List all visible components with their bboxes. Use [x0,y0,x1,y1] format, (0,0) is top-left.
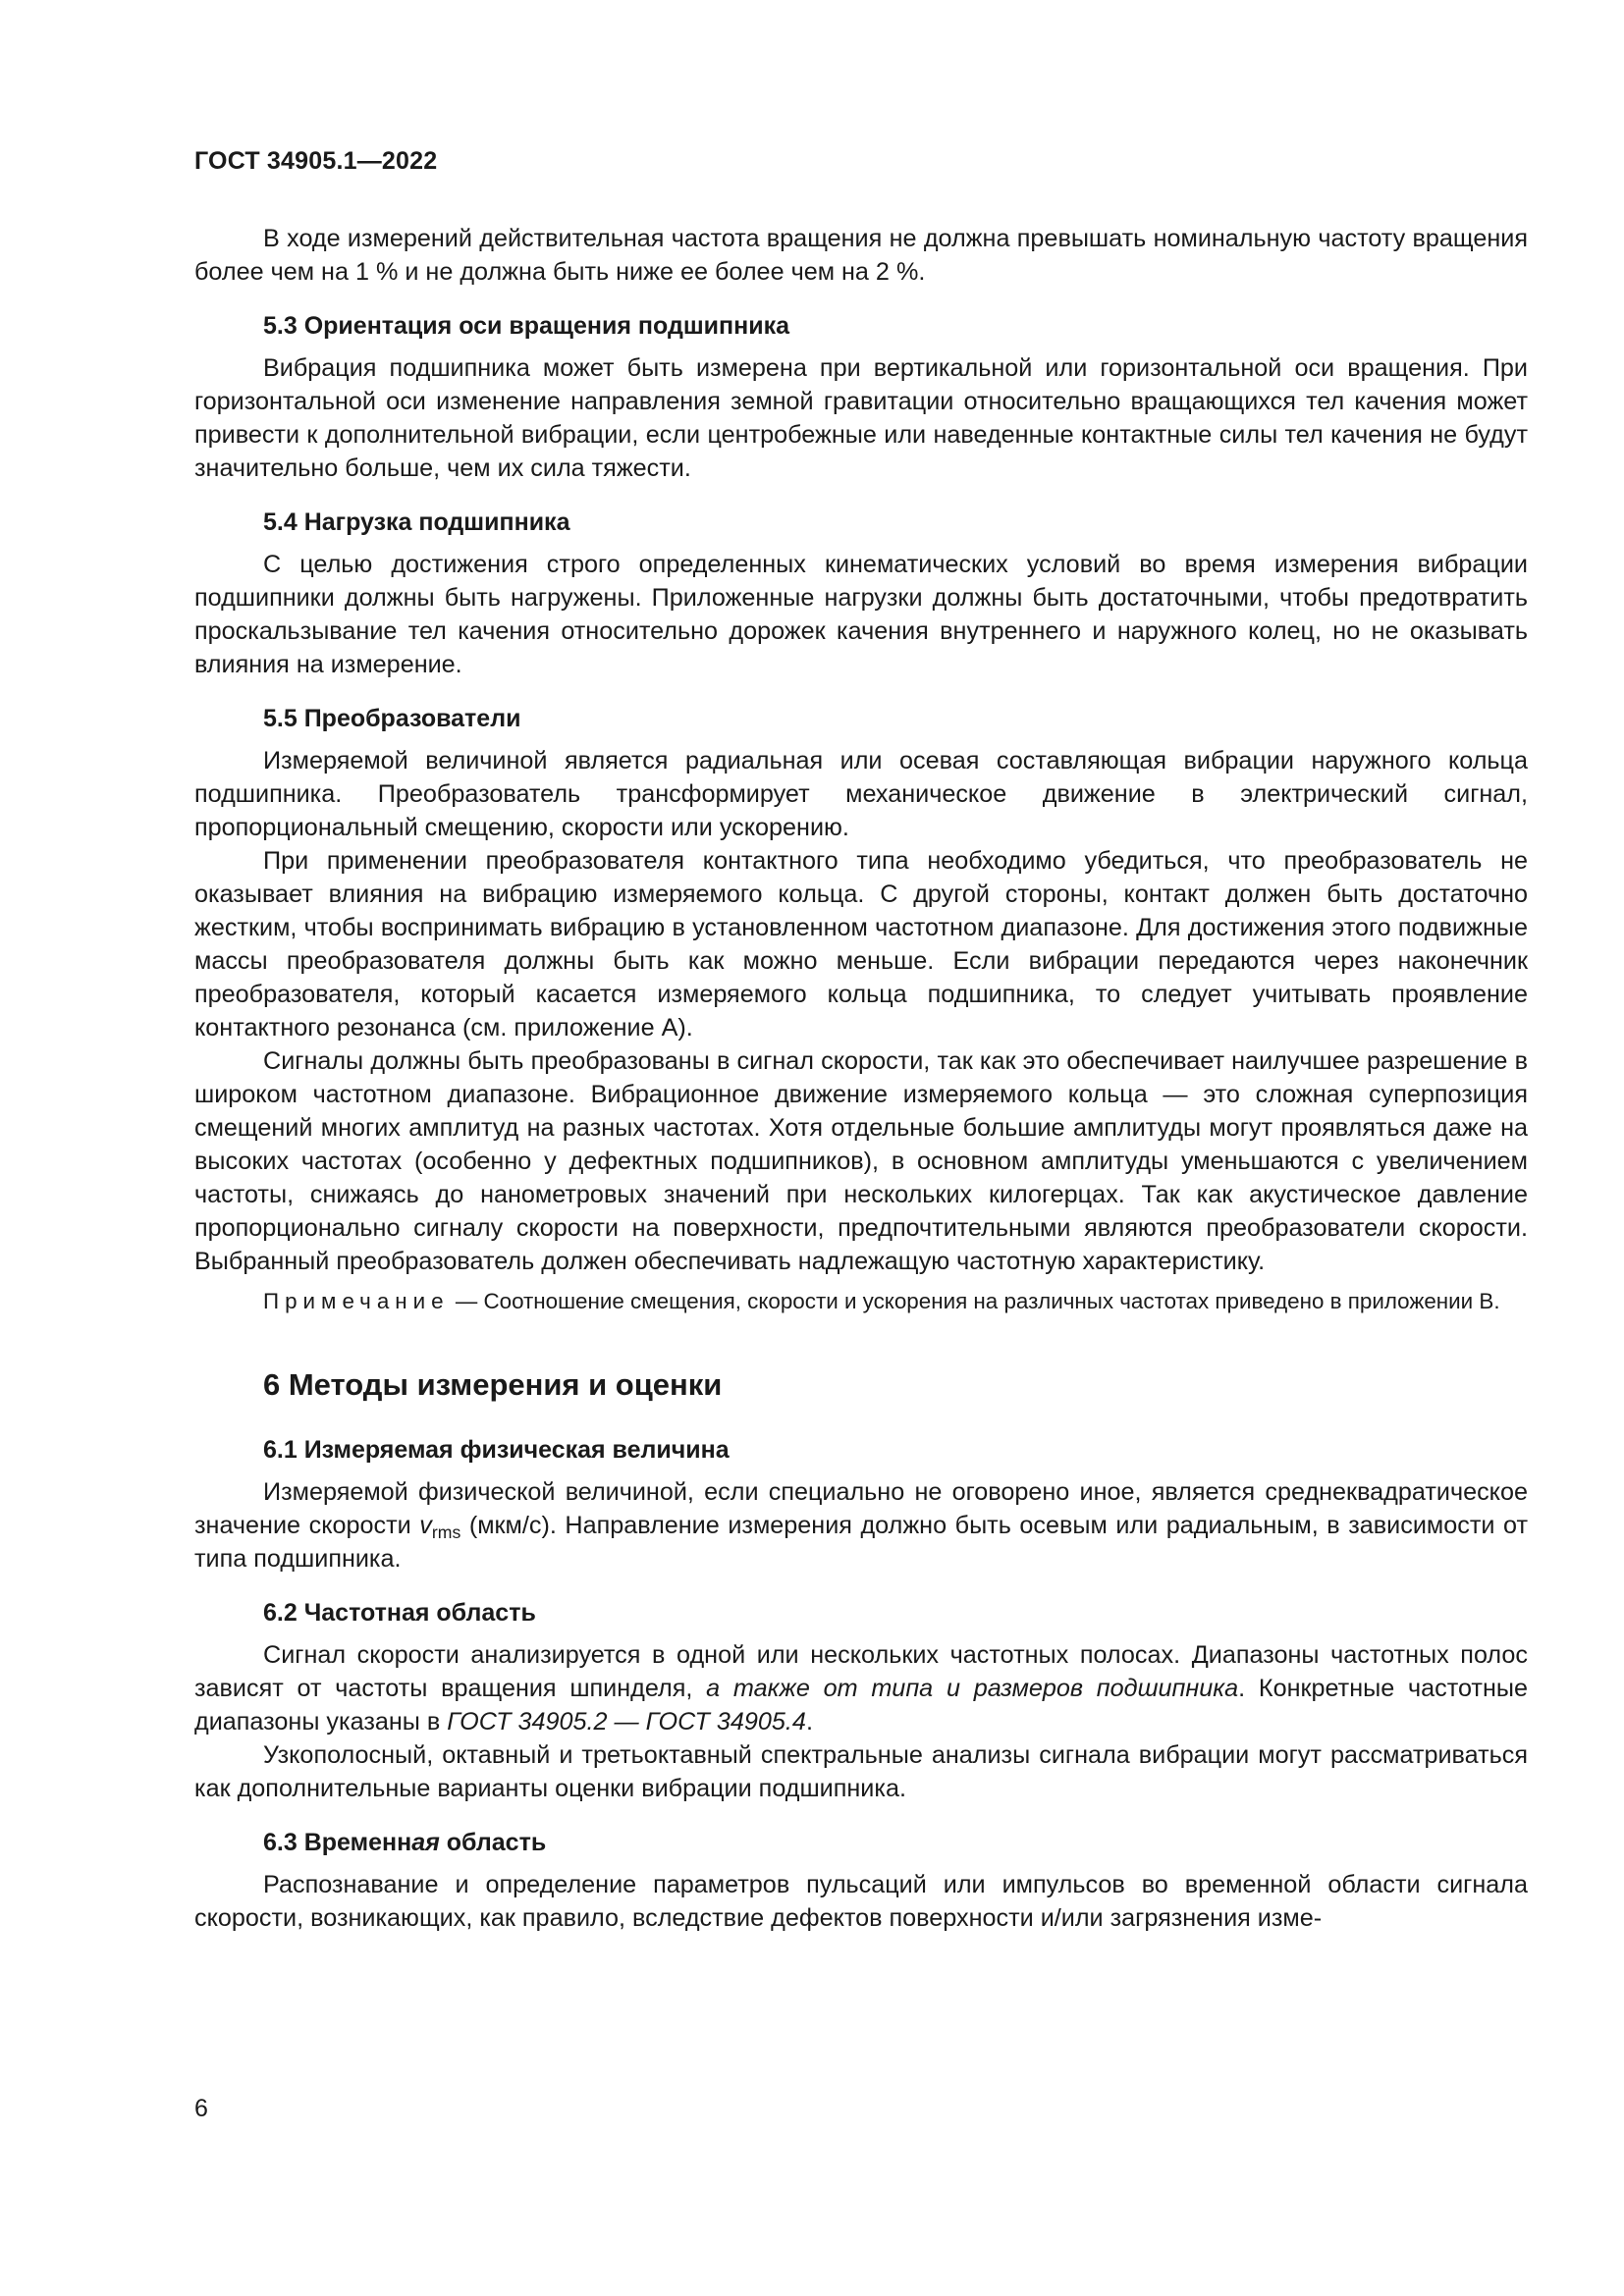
page-number: 6 [194,2095,208,2122]
section-6-1-paragraph: Измеряемой физической величиной, если специально не оговорено иное, является среднеквадратическое значение скорости $v_{rms}$ (мкм/с). Направление измерения должно быть осевым или радиальным, в зависимости от типа подшипника. [194,1478,1528,1573]
section-6-2-paragraph-1: Сигнал скорости анализируется в одной или нескольких частотных полосах. Диапазоны частотных полос зависят от частоты вращения шпинделя, а также от типа и размеров подшипника. Конкретные частотные диапазоны указаны в ГОСТ 34905.2 — ГОСТ 34905.4. [194,1641,1528,1735]
section-6-3-paragraph: Распознавание и определение параметров пульсаций или импульсов во временной области сигнала скорости, возникающих, как правило, вследствие дефектов поверхности и/или загрязнения изме- [194,1871,1528,1932]
section-5-5-paragraph-1: Измеряемой величиной является радиальная или осевая составляющая вибрации наружного кольца подшипника. Преобразователь трансформирует механическое движение в электрический сигнал, пропорциональный смещению, скорости или ускорению. [194,747,1528,841]
document-header: ГОСТ 34905.1—2022 [194,147,438,175]
note [194,1286,1528,1316]
section-6-2-title: 6.2 Частотная область [263,1599,536,1627]
section-6-1-title: 6.1 Измеряемая физическая величина [263,1436,730,1464]
section-6-2-paragraph-2: Узкополосный, октавный и третьоктавный спектральные анализы сигнала вибрации могут рассматриваться как дополнительные варианты оценки вибрации подшипника. [194,1741,1528,1802]
note-text: — Соотношение смещения, скорости и ускорения на различных частотах приведено в приложении В. [449,1289,1500,1313]
section-5-3-paragraph: Вибрация подшипника может быть измерена при вертикальной или горизонтальной оси вращения. При горизонтальной оси изменение направления земной гравитации относительно вращающихся тел качения может привести к дополнительной вибрации, если центробежные или наведенные контактные силы тел качения не будут значительно больше, чем их сила тяжести. [194,354,1528,482]
section-5-5-paragraph-3: Сигналы должны быть преобразованы в сигнал скорости, так как это обеспечивает наилучшее разрешение в широком частотном диапазоне. Вибрационное движение измеряемого кольца — это сложная суперпозиция смещений многих амплитуд на разных частотах. Хотя отдельные большие амплитуды могут проявляться даже на высоких частотах (особенно у дефектных подшипников), в основном амплитуды уменьшаются с увеличением частоты, снижаясь до нанометровых значений при нескольких килогерцах. Так как акустическое давление пропорционально сигналу скорости на поверхности, предпочтительными являются преобразователи скорости. Выбранный преобразователь должен обеспечивать надлежащую частотную характеристику. [194,1047,1528,1275]
section-5-5-title: 5.5 Преобразователи [263,705,521,732]
document-body [194,222,1528,1935]
section-6-title: 6 Методы измерения и оценки [263,1367,723,1402]
section-5-5-paragraph-2: При применении преобразователя контактного типа необходимо убедиться, что преобразователь не оказывает влияния на вибрацию измеряемого кольца. С другой стороны, контакт должен быть достаточно жестким, чтобы воспринимать вибрацию в установленном частотном диапазоне. Для достижения этого подвижные массы преобразователя должны быть как можно меньше. Если вибрации передаются через наконечник преобразователя, который касается измеряемого кольца подшипника, то следует учитывать проявление контактного резонанса (см. приложение А). [194,847,1528,1041]
note-label: Примечание [263,1289,450,1313]
section-5-4-title: 5.4 Нагрузка подшипника [263,508,570,536]
section-5-3-title: 5.3 Ориентация оси вращения подшипника [263,312,790,340]
standard-reference: ГОСТ 34905.2 — ГОСТ 34905.4 [447,1708,806,1735]
section-5-4-paragraph: С целью достижения строго определенных кинематических условий во время измерения вибрации подшипники должны быть нагружены. Приложенные нагрузки должны быть достаточными, чтобы предотвратить проскальзывание тел качения относительно дорожек качения внутреннего и наружного колец, но не оказывать влияния на измерение. [194,551,1528,678]
rms-subscript: rms [431,1522,461,1542]
velocity-symbol: v [419,1512,432,1539]
intro-paragraph: В ходе измерений действительная частота вращения не должна превышать номинальную частоту вращения более чем на 1 % и не должна быть ниже ее более чем на 2 %. [194,225,1528,286]
section-6-3-title: 6.3 Временная область [263,1829,547,1856]
